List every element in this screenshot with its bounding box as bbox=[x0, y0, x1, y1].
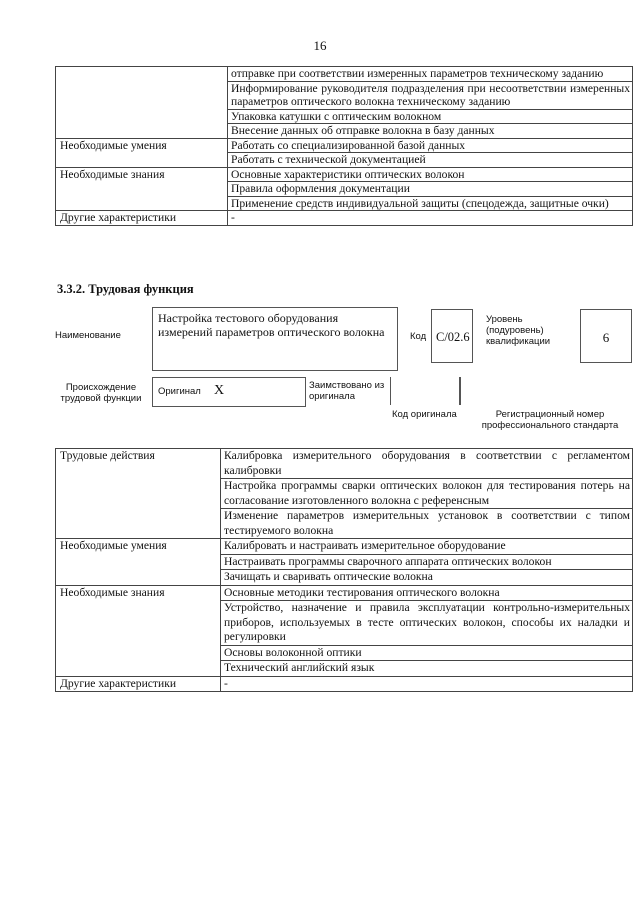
borrowed-label: Заимствовано из оригинала bbox=[309, 380, 385, 402]
table-cell: Применение средств индивидуальной защиты (спецодежда, защитные очки) bbox=[228, 196, 633, 211]
table-row bbox=[56, 211, 633, 226]
row-label bbox=[56, 67, 228, 139]
code-label: Код bbox=[410, 331, 427, 342]
table-cell: Упаковка катушки с оптическим волокном bbox=[228, 109, 633, 124]
table-cell: Настройка программы сварки оптических волокон для тестирования потерь на согласование изготовленного волокна с референсным bbox=[221, 479, 633, 509]
row-label: Необходимые умения bbox=[56, 138, 228, 167]
table-cell: Изменение параметров измерительных установок в соответствии с типом тестируемого волокна bbox=[221, 509, 633, 539]
table-cell: Зачищать и сваривать оптические волокна bbox=[221, 570, 633, 586]
table-cell: Работать с технической документацией bbox=[228, 153, 633, 168]
top-requirements-table bbox=[55, 66, 633, 226]
table-cell: Калибровка измерительного оборудования в соответствии с регламентом калибровки bbox=[221, 449, 633, 479]
table-cell: отправке при соответствии измеренных параметров техническому заданию bbox=[228, 67, 633, 82]
table-cell: Основные методики тестирования оптического волокна bbox=[221, 585, 633, 601]
table-row bbox=[56, 67, 633, 82]
qualification-level-value: 6 bbox=[580, 309, 632, 363]
table-cell: Информирование руководителя подразделения при несоответствии измеренных параметров оптического волокна техническому заданию bbox=[228, 81, 633, 109]
bottom-requirements-table bbox=[55, 448, 633, 692]
table-row bbox=[56, 676, 633, 692]
origin-label: Происхождение трудовой функции bbox=[60, 382, 142, 404]
page-number: 16 bbox=[313, 38, 327, 53]
table-row bbox=[56, 585, 633, 601]
table-cell: - bbox=[221, 676, 633, 692]
table-cell: Основы волоконной оптики bbox=[221, 645, 633, 661]
original-code-box bbox=[390, 377, 460, 405]
table-cell: Внесение данных об отправке волокна в базу данных bbox=[228, 124, 633, 139]
table-cell: Работать со специализированной базой данных bbox=[228, 138, 633, 153]
table-cell: Правила оформления документации bbox=[228, 182, 633, 197]
row-label: Трудовые действия bbox=[56, 449, 221, 539]
original-mark: X bbox=[214, 383, 225, 398]
function-code-value: C/02.6 bbox=[431, 309, 473, 363]
table-row bbox=[56, 449, 633, 479]
row-label: Необходимые знания bbox=[56, 585, 221, 676]
table-row bbox=[56, 138, 633, 153]
table-cell: Технический английский язык bbox=[221, 661, 633, 677]
table-row bbox=[56, 539, 633, 555]
row-label: Необходимые умения bbox=[56, 539, 221, 586]
registration-number-caption: Регистрационный номер профессионального стандарта bbox=[481, 409, 619, 431]
table-cell: Основные характеристики оптических волокон bbox=[228, 167, 633, 182]
qualification-level-label: Уровень (подуровень) квалификации bbox=[486, 314, 551, 347]
table-cell: - bbox=[228, 211, 633, 226]
function-name-value: Настройка тестового оборудования измерений параметров оптического волокна bbox=[152, 307, 398, 371]
table-cell: Настраивать программы сварочного аппарата оптических волокон bbox=[221, 554, 633, 570]
table-row bbox=[56, 167, 633, 182]
table-cell: Устройство, назначение и правила эксплуатации контрольно-измерительных приборов, используемых в тесте оптических волокон, способы их наладки и регулировки bbox=[221, 601, 633, 646]
section-title: 3.3.2. Трудовая функция bbox=[57, 282, 194, 296]
row-label: Необходимые знания bbox=[56, 167, 228, 211]
row-label: Другие характеристики bbox=[56, 211, 228, 226]
registration-number-box bbox=[460, 377, 633, 405]
original-label: Оригинал bbox=[158, 386, 201, 397]
table-cell: Калибровать и настраивать измерительное оборудование bbox=[221, 539, 633, 555]
row-label: Другие характеристики bbox=[56, 676, 221, 692]
name-label: Наименование bbox=[55, 330, 121, 341]
original-code-caption: Код оригинала bbox=[392, 409, 457, 420]
